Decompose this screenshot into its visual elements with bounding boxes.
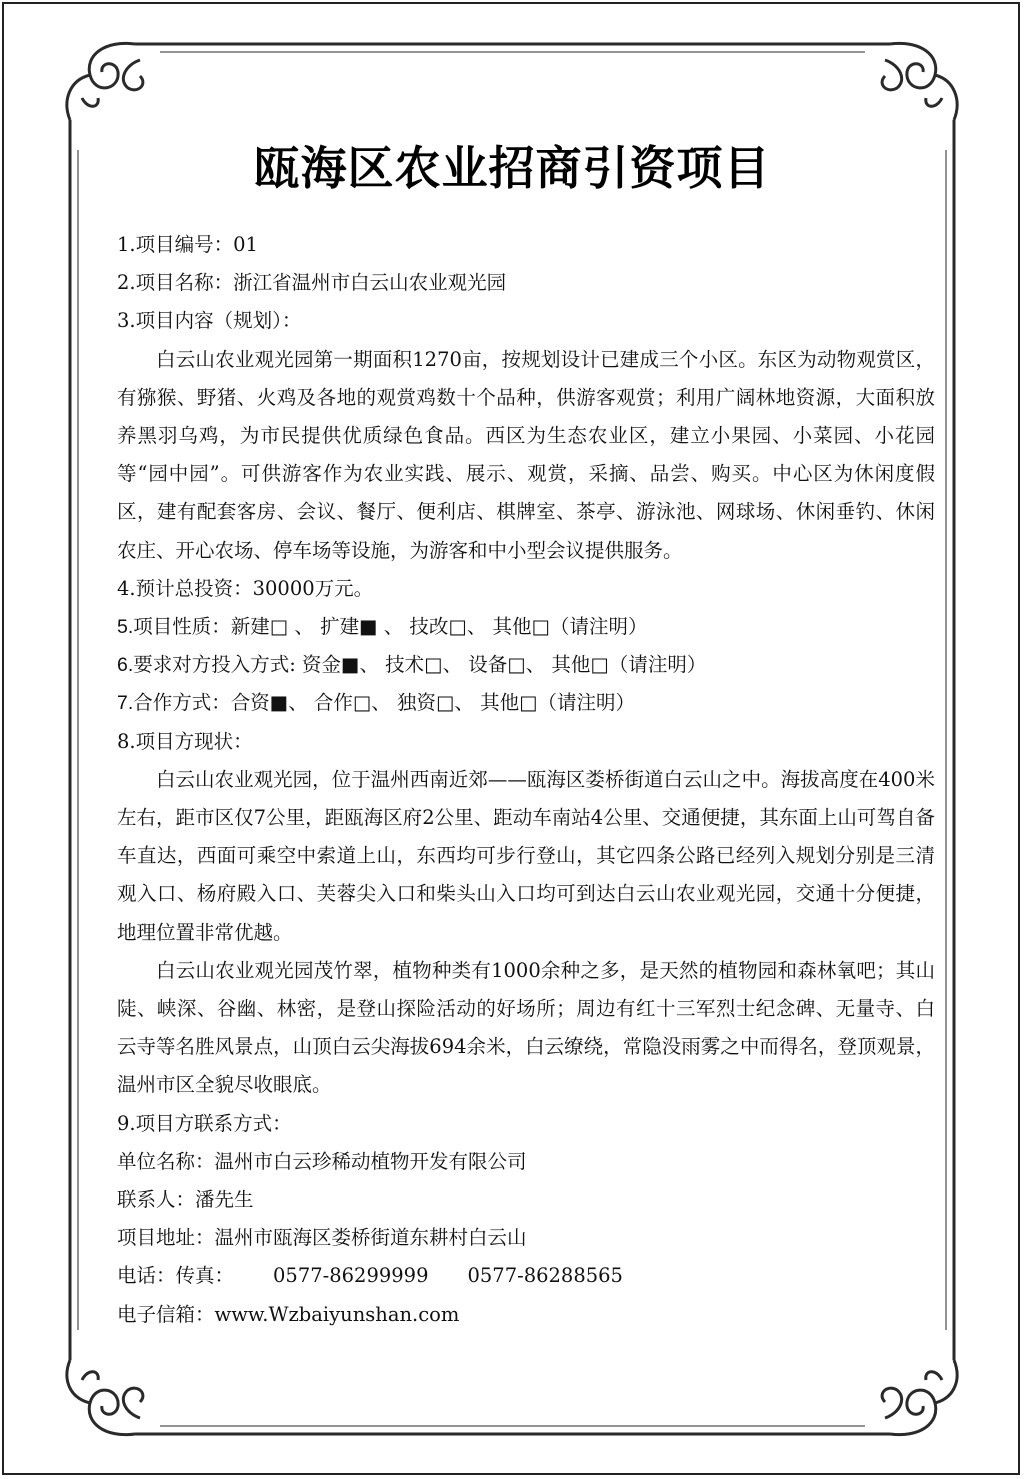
email-label: 电子信箱： <box>117 1302 215 1326</box>
project-name: 2.项目名称：浙江省温州市白云山农业观光园 <box>117 271 507 295</box>
contact-person: 联系人：潘先生 <box>117 1188 254 1212</box>
input-method-number: 6. <box>117 654 134 677</box>
status-paragraph-1: 白云山农业观光园，位于温州西南近郊——瓯海区娄桥街道白云山之中。海拔高度在400米左右，距市区仅7公里，距瓯海区府2公里、距动车南站4公里、交通便捷，其东面上山可驾自备车直达，西面可乘空中索道上山，东西均可步行登山，其它四条公路已经列入规划分别是三清观入口、杨府殿入口、芙蓉尖入口和柴头山入口均可到达白云山农业观光园，交通十分便捷，地理位置非常优越。 <box>117 767 935 944</box>
input-method-text: 要求对方投入方式: 资金■、 技术□、 设备□、 其他□（请注明） <box>133 653 707 677</box>
phone-label: 电话：传真： <box>117 1264 235 1288</box>
project-address: 项目地址：温州市瓯海区娄桥街道东耕村白云山 <box>117 1226 527 1250</box>
cooperation-method-text: 合作方式：合资■、 合作□、 独资□、 其他□（请注明） <box>133 691 636 715</box>
status-paragraph-2: 白云山农业观光园茂竹翠，植物种类有1000余种之多，是天然的植物园和森林氧吧；其山陡、峡深、谷幽、林密，是登山探险活动的好场所；周边有红十三军烈士纪念碑、无量寺、白云寺等名胜风景点，山顶白云尖海拔694余米，白云缭绕，常隐没雨雾之中而得名，登顶观景，温州市区全貌尽收眼底。 <box>117 958 935 1097</box>
content-paragraph: 白云山农业观光园第一期面积1270亩，按规划设计已建成三个小区。东区为动物观赏区，有猕猴、野猪、火鸡及各地的观赏鸡数十个品种，供游客观赏；利用广阔林地资源，大面积放养黑羽乌鸡，为市民提供优质绿色食品。西区为生态农业区，建立小果园、小菜园、小花园等“园中园”。可供游客作为农业实践、展示、观赏，采摘、品尝、购买。中心区为休闲度假区，建有配套客房、会议、餐厅、便利店、棋牌室、茶亭、游泳池、网球场、休闲垂钓、休闲农庄、开心农场、停车场等设施，为游客和中小型会议提供服务。 <box>117 347 935 562</box>
company-name: 单位名称：温州市白云珍稀动植物开发有限公司 <box>117 1149 527 1173</box>
cooperation-method-number: 7. <box>117 692 134 715</box>
cooperation-method <box>117 684 935 722</box>
total-investment: 4.预计总投资：30000万元。 <box>117 576 374 600</box>
email-address[interactable]: www.Wzbaiyunshan.com <box>214 1302 460 1326</box>
input-method <box>117 646 935 684</box>
project-number: 1.项目编号：01 <box>117 233 258 256</box>
email-line <box>117 1296 935 1334</box>
project-nature-number: 5. <box>117 616 134 639</box>
project-nature-text: 项目性质：新建□ 、 扩建■ 、 技改□、 其他□（请注明） <box>133 615 648 639</box>
phone-number-2: 0577-86288565 <box>467 1264 623 1288</box>
project-nature <box>117 608 935 646</box>
contact-heading: 9.项目方联系方式： <box>117 1111 292 1135</box>
content-heading: 3.项目内容（规划）： <box>117 309 302 333</box>
corner-ornament-bottom-left <box>67 1360 143 1435</box>
document-body <box>117 226 935 1334</box>
phone-number-1: 0577-86299999 <box>273 1264 429 1288</box>
corner-ornament-top-right <box>882 43 957 120</box>
corner-ornament-bottom-right <box>882 1360 957 1435</box>
corner-ornament-top-left <box>67 43 143 120</box>
status-heading: 8.项目方现状： <box>117 729 253 753</box>
page-title: 瓯海区农业招商引资项目 <box>253 141 771 195</box>
phone-line <box>117 1257 935 1295</box>
